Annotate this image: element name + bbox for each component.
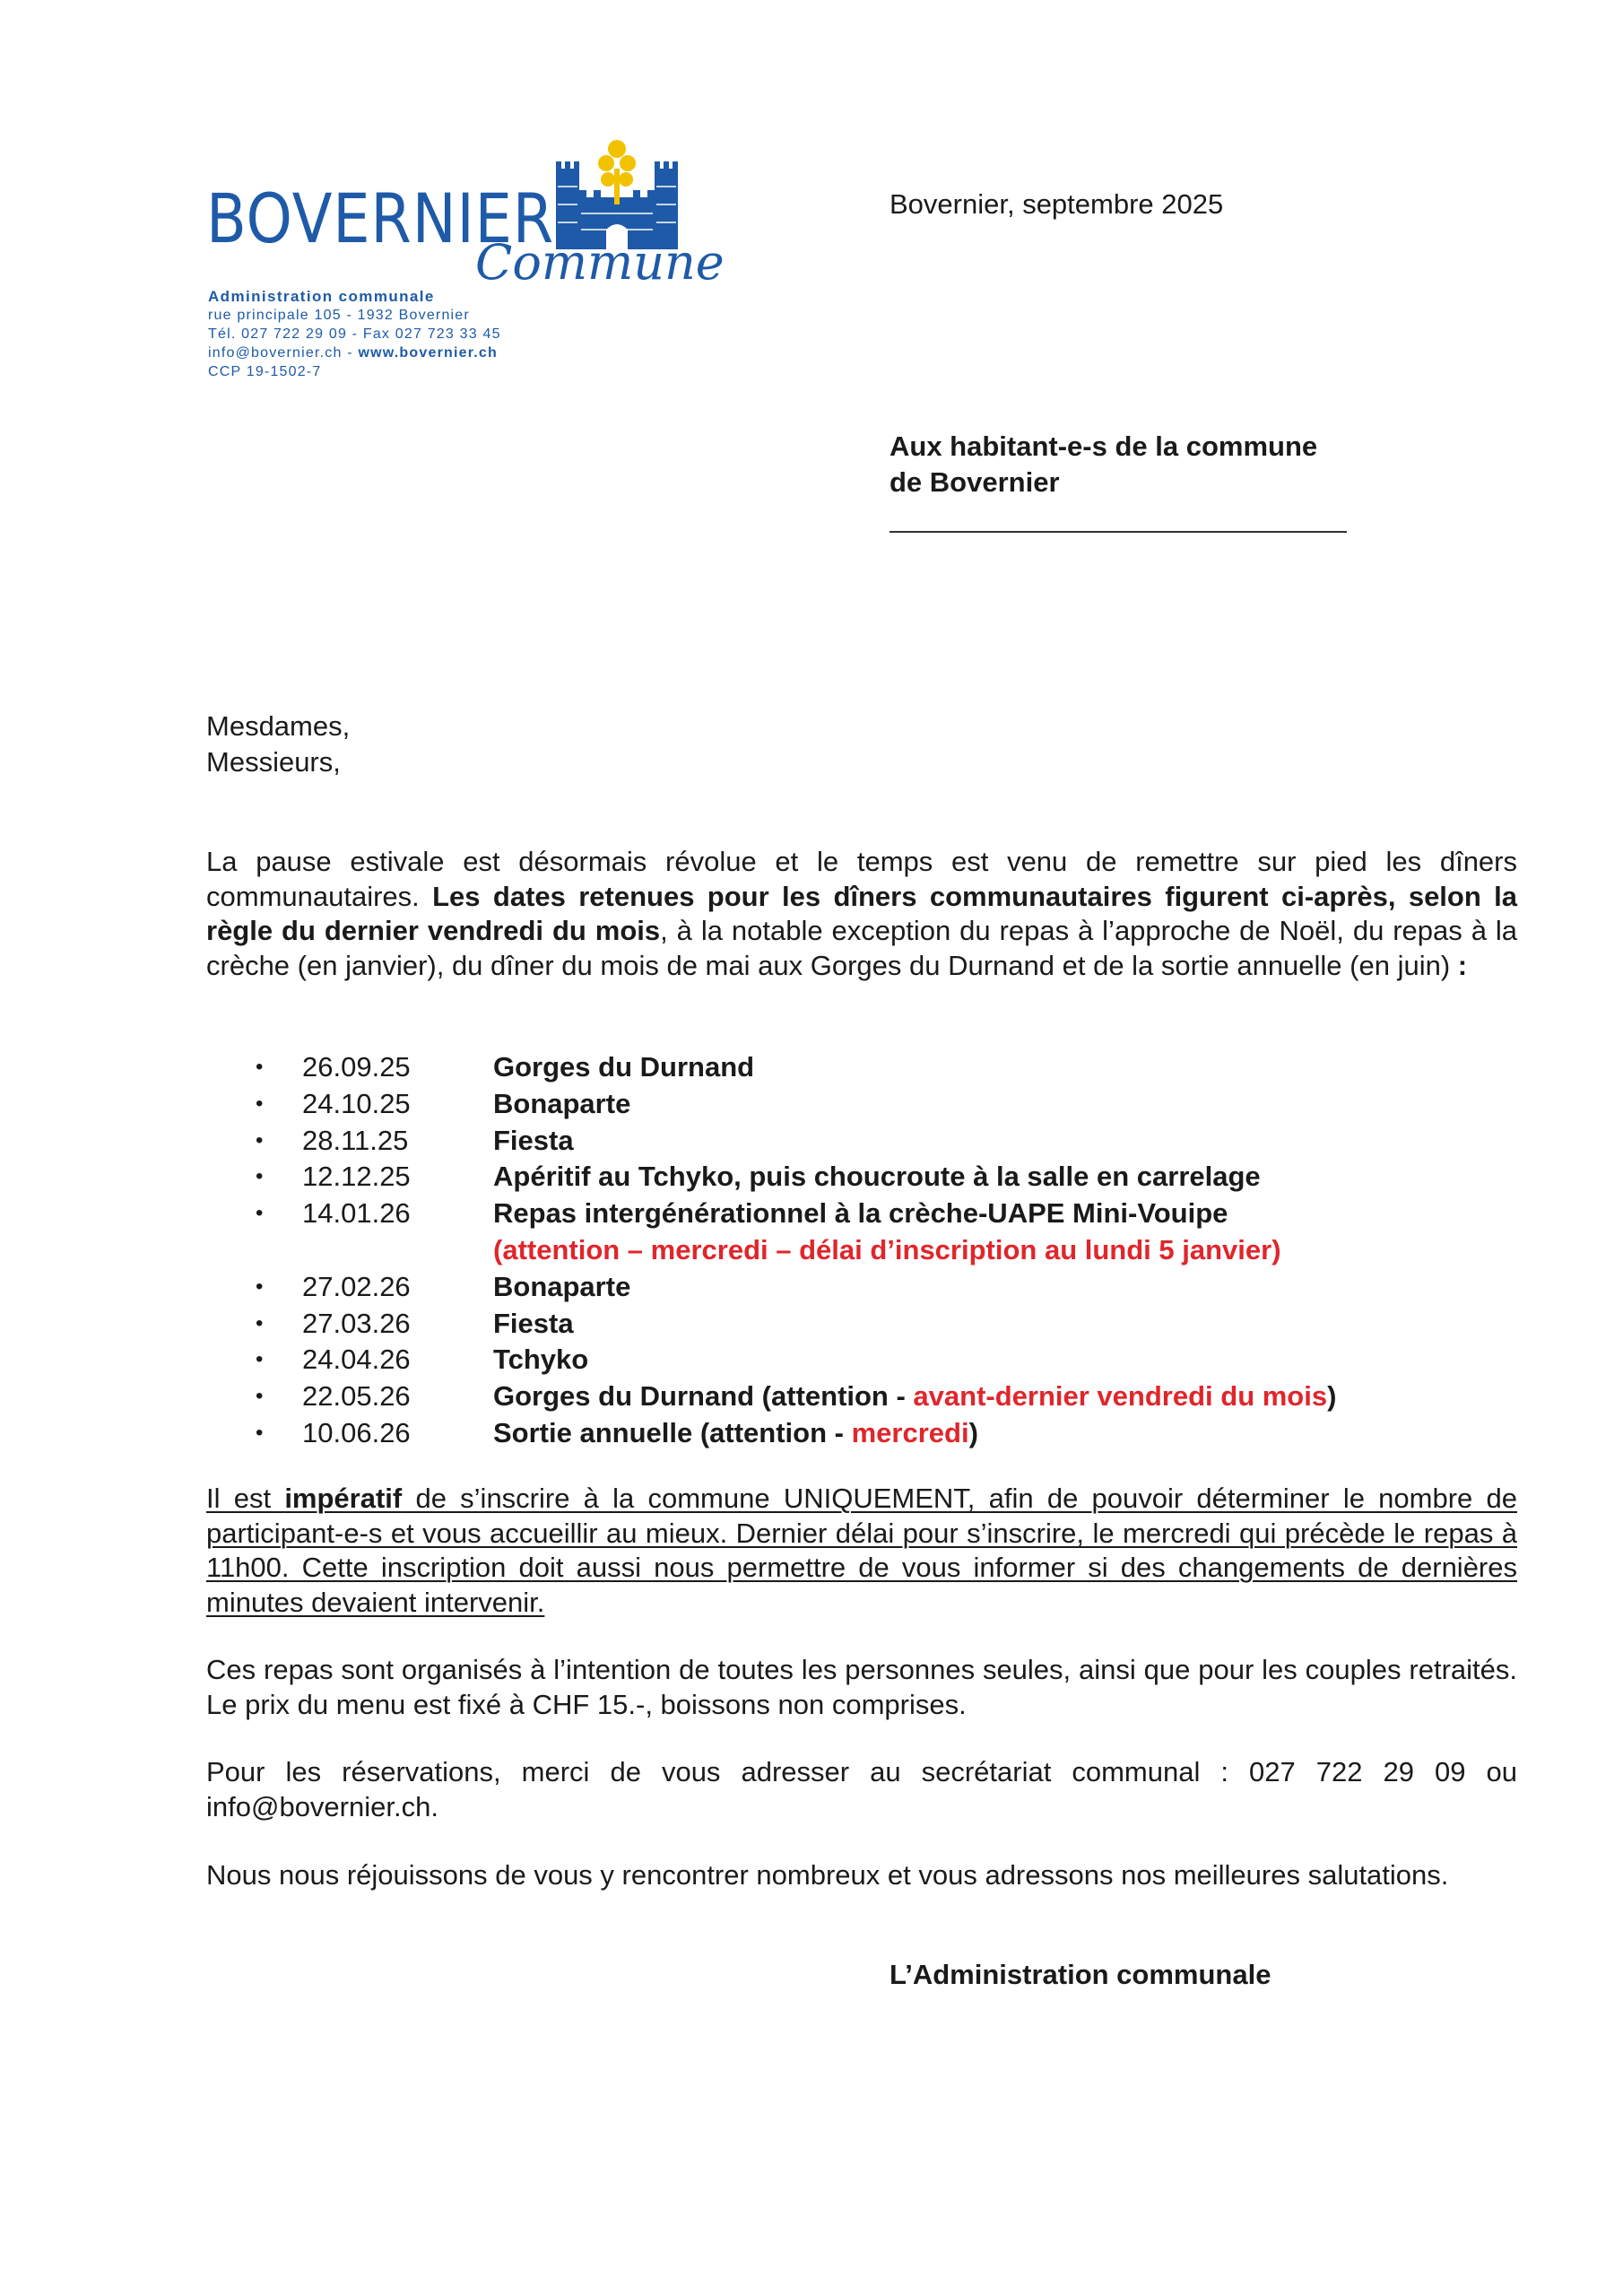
registration-text-2: de s’inscrire à la commune UNIQUEMENT, afin de pouvoir déterminer le nombre de participant-e-s et vous accueillir au mieux. Dernier délai pour s’inscrire, le mercredi qui précède le repas à 11h00. Cette inscription doit aussi nous permettre de vous informer si des changements de dernières minutes devaient intervenir. <box>206 1483 1517 1618</box>
list-item <box>206 1415 1517 1452</box>
list-item <box>206 1123 1517 1160</box>
list-date: 12.12.25 <box>302 1161 411 1193</box>
intro-text-1: La pause estivale est désormais révolue et le temps est venu de remettre sur pied les dîners communautaires. <box>206 846 1517 912</box>
list-desc-suffix: ) <box>968 1416 978 1448</box>
list-desc-highlight: mercredi <box>851 1416 969 1448</box>
list-item <box>206 1378 1517 1415</box>
admin-email-web <box>208 344 501 362</box>
list-date: 27.03.26 <box>302 1307 411 1339</box>
admin-ccp: CCP 19-1502-7 <box>208 364 322 379</box>
bullet: • <box>256 1310 264 1335</box>
list-desc <box>493 1378 1336 1415</box>
list-desc-main: Gorges du Durnand (attention - <box>493 1380 914 1413</box>
list-desc-main: Repas intergénérationnel à la crèche-UAPE Mini-Vouipe <box>493 1197 1228 1230</box>
bullet: • <box>256 1384 264 1409</box>
bullet: • <box>256 1274 264 1299</box>
list-desc: Fiesta <box>493 1124 574 1156</box>
bullet: • <box>256 1164 264 1189</box>
list-desc-note: (attention – mercredi – délai d’inscription au lundi 5 janvier) <box>493 1233 1281 1265</box>
admin-phone-fax: Tél. 027 722 29 09 - Fax 027 723 33 45 <box>208 326 501 342</box>
bullet: • <box>256 1347 264 1372</box>
list-date: 22.05.26 <box>302 1380 411 1413</box>
recipient-block <box>890 429 1317 500</box>
list-desc-main: Sortie annuelle (attention - <box>493 1416 852 1448</box>
admin-address: rue principale 105 - 1932 Bovernier <box>208 308 470 323</box>
list-date: 10.06.26 <box>302 1416 411 1448</box>
registration-bold: impératif <box>284 1483 403 1514</box>
registration-paragraph <box>206 1482 1517 1620</box>
list-desc: Tchyko <box>493 1344 589 1376</box>
intro-text-2: , à la notable exception du repas à l’approche de Noël, du repas à la crèche (en janvier), du dîner du mois de mai aux Gorges du Durnand et de la sortie annuelle (en juin) <box>206 915 1517 981</box>
list-date: 14.01.26 <box>302 1197 411 1230</box>
bullet: • <box>256 1091 264 1116</box>
recipient-divider <box>890 531 1347 533</box>
salutation <box>206 709 350 780</box>
list-item <box>206 1269 1517 1306</box>
salutation-line-2: Messieurs, <box>206 746 341 778</box>
intro-paragraph <box>206 845 1517 983</box>
list-desc-highlight: avant-dernier vendredi du mois <box>913 1380 1328 1413</box>
letter-date: Bovernier, septembre 2025 <box>890 188 1224 220</box>
bullet: • <box>256 1127 264 1152</box>
list-date: 27.02.26 <box>302 1270 411 1302</box>
bullet: • <box>256 1201 264 1226</box>
list-date: 24.04.26 <box>302 1344 411 1376</box>
admin-email-separator: - <box>342 345 359 361</box>
list-date: 24.10.25 <box>302 1087 411 1119</box>
list-date: 26.09.25 <box>302 1051 411 1083</box>
commune-logo <box>206 133 725 294</box>
list-desc <box>493 1196 1281 1269</box>
signature: L’Administration communale <box>890 1959 1271 1990</box>
recipient-line-1: Aux habitant-e-s de la commune <box>890 430 1318 462</box>
admin-contact-block <box>208 287 501 381</box>
registration-text-1: Il est <box>206 1483 285 1514</box>
bullet: • <box>256 1420 264 1445</box>
list-item <box>206 1159 1517 1196</box>
list-item <box>206 1049 1517 1086</box>
closing-paragraph: Nous nous réjouissons de vous y rencontrer nombreux et vous adressons nos meilleures salutations. <box>206 1859 1449 1891</box>
list-item <box>206 1342 1517 1378</box>
dinner-dates-list <box>206 1049 1517 1452</box>
intro-colon: : <box>1457 949 1468 981</box>
admin-title: Administration communale <box>208 288 435 305</box>
list-date: 28.11.25 <box>302 1124 409 1156</box>
list-desc-suffix: ) <box>1327 1380 1337 1413</box>
logo-commune-script: Commune <box>475 234 725 291</box>
intro-bold: Les dates retenues pour les dîners communautaires figurent ci-après, selon la règle du dernier vendredi du mois <box>206 880 1517 946</box>
list-item <box>206 1086 1517 1123</box>
list-item <box>206 1196 1517 1269</box>
reservations-paragraph: Pour les réservations, merci de vous adresser au secrétariat communal : 027 722 29 09 ou info@bovernier.ch. <box>206 1756 1517 1822</box>
meals-paragraph: Ces repas sont organisés à l’intention de toutes les personnes seules, ainsi que pour les couples retraités. Le prix du menu est fixé à CHF 15.-, boissons non comprises. <box>206 1654 1517 1720</box>
salutation-line-1: Mesdames, <box>206 710 351 742</box>
bullet: • <box>256 1055 264 1079</box>
list-desc: Fiesta <box>493 1307 574 1339</box>
logo-wordmark: BOVERNIER <box>206 178 555 258</box>
list-desc: Bonaparte <box>493 1270 631 1302</box>
list-desc: Gorges du Durnand <box>493 1051 755 1083</box>
admin-email: info@bovernier.ch <box>208 345 343 361</box>
list-desc: Apéritif au Tchyko, puis choucroute à la salle en carrelage <box>493 1161 1261 1193</box>
list-desc: Bonaparte <box>493 1087 631 1119</box>
admin-website: www.bovernier.ch <box>358 345 498 361</box>
recipient-line-2: de Bovernier <box>890 466 1060 498</box>
list-desc <box>493 1415 978 1452</box>
list-item <box>206 1306 1517 1343</box>
